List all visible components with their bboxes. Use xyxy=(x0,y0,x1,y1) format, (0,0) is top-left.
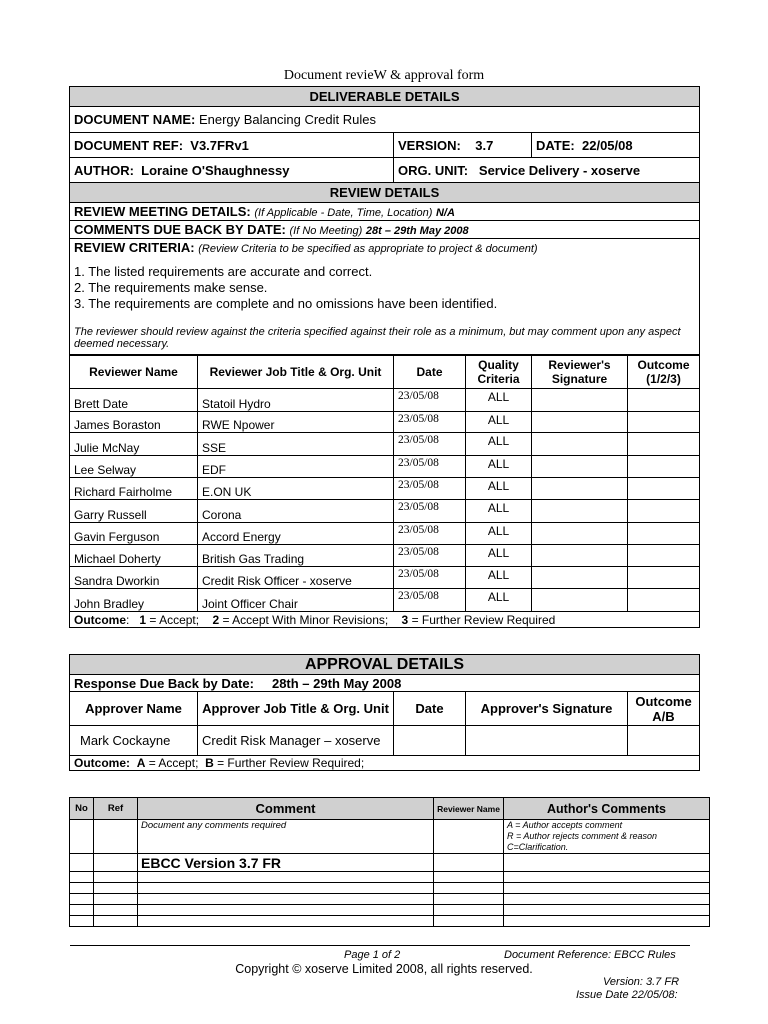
comments-due-value: 28t – 29th May 2008 xyxy=(365,225,469,237)
comment-text-cell[interactable] xyxy=(138,894,434,905)
reviewer-name: Gavin Ferguson xyxy=(70,523,198,545)
review-meeting-row xyxy=(70,203,700,221)
col-outcome: Outcome (1/2/3) xyxy=(628,356,700,389)
reviewer-outcome[interactable] xyxy=(628,456,700,478)
document-ref-cell xyxy=(70,133,394,158)
author-key-cell xyxy=(504,820,710,854)
document-ref-label: DOCUMENT REF: xyxy=(74,137,184,153)
reviewer-quality-criteria: ALL xyxy=(466,478,532,500)
comment-text-cell[interactable] xyxy=(138,905,434,916)
reviewer-date: 23/05/08 xyxy=(394,567,466,589)
reviewer-signature[interactable] xyxy=(532,589,628,612)
col-comment: Comment xyxy=(138,798,434,820)
approver-date[interactable] xyxy=(394,726,466,756)
comment-ref-cell[interactable] xyxy=(94,894,138,905)
reviewer-quality-criteria: ALL xyxy=(466,523,532,545)
reviewer-signature[interactable] xyxy=(532,567,628,589)
comment-ref-cell[interactable] xyxy=(94,916,138,927)
date-cell xyxy=(532,133,700,158)
criteria-list xyxy=(74,264,695,312)
reviewer-row xyxy=(70,478,700,500)
reviewer-row xyxy=(70,545,700,567)
reviewer-date: 23/05/08 xyxy=(394,478,466,500)
reviewer-quality-criteria: ALL xyxy=(466,567,532,589)
reviewer-job-title: Credit Risk Officer - xoserve xyxy=(198,567,394,589)
reviewer-signature[interactable] xyxy=(532,523,628,545)
col-approver-outcome: Outcome A/B xyxy=(628,692,700,726)
outcome-1-key: 1 xyxy=(139,612,147,627)
comment-entry: EBCC Version 3.7 FR xyxy=(138,854,434,872)
approver-name: Mark Cockayne xyxy=(70,726,198,756)
reviewer-date: 23/05/08 xyxy=(394,412,466,433)
footer-page: Page 1 of 2 xyxy=(344,949,401,961)
reviewer-job-title: RWE Npower xyxy=(198,412,394,433)
reviewer-date: 23/05/08 xyxy=(394,456,466,478)
document-name-row xyxy=(70,107,700,133)
version-value: 3.7 xyxy=(475,137,494,153)
comment-ref-cell[interactable] xyxy=(94,905,138,916)
reviewer-row xyxy=(70,567,700,589)
outcome-2-text: = Accept With Minor Revisions; xyxy=(222,612,389,627)
org-unit-cell xyxy=(394,158,700,183)
comment-ref-cell[interactable] xyxy=(94,820,138,854)
reviewer-date: 23/05/08 xyxy=(394,545,466,567)
date-value: 22/05/08 xyxy=(582,137,633,153)
reviewer-name: James Boraston xyxy=(70,412,198,433)
col-reviewer-title: Reviewer Job Title & Org. Unit xyxy=(198,356,394,389)
comments-due-note: (If No Meeting) xyxy=(289,225,363,237)
reviewer-signature[interactable] xyxy=(532,389,628,412)
reviewer-outcome[interactable] xyxy=(628,500,700,523)
col-approver-title: Approver Job Title & Org. Unit xyxy=(198,692,394,726)
outcome-b-key: B xyxy=(205,756,214,770)
comment-reviewer-cell[interactable] xyxy=(434,854,504,872)
reviewer-name: Lee Selway xyxy=(70,456,198,478)
reviewer-quality-criteria: ALL xyxy=(466,456,532,478)
comment-no-cell[interactable] xyxy=(70,872,94,883)
reviewer-date: 23/05/08 xyxy=(394,389,466,412)
reviewer-job-title: Accord Energy xyxy=(198,523,394,545)
reviewers-table xyxy=(69,355,700,628)
reviewer-job-title: British Gas Trading xyxy=(198,545,394,567)
reviewer-outcome[interactable] xyxy=(628,412,700,433)
response-due-row xyxy=(70,675,700,692)
comment-reviewer-cell[interactable] xyxy=(434,872,504,883)
col-no: No xyxy=(70,798,94,820)
outcome-1-text: = Accept; xyxy=(149,612,200,627)
col-quality-criteria: Quality Criteria xyxy=(466,356,532,389)
reviewer-date: 23/05/08 xyxy=(394,523,466,545)
comment-ref-cell[interactable] xyxy=(94,883,138,894)
author-cell xyxy=(70,158,394,183)
author-key-item: A = Author accepts comment xyxy=(507,820,623,830)
reviewer-date: 23/05/08 xyxy=(394,433,466,456)
response-due-label: Response Due Back by Date: xyxy=(74,675,254,691)
criteria-item: 1. The listed requirements are accurate and correct. xyxy=(74,264,373,279)
approval-heading: APPROVAL DETAILS xyxy=(70,655,700,675)
footer-divider xyxy=(70,945,690,946)
review-meeting-label: REVIEW MEETING DETAILS: xyxy=(74,204,251,219)
outcome-b-text: = Further Review Required; xyxy=(217,756,365,770)
comment-text-cell[interactable] xyxy=(138,872,434,883)
outcome-a-key: A xyxy=(136,756,146,770)
comment-no-cell[interactable] xyxy=(70,883,94,894)
comment-reviewer-cell[interactable] xyxy=(434,916,504,927)
reviewer-outcome[interactable] xyxy=(628,433,700,456)
col-reviewer-name: Reviewer Name xyxy=(70,356,198,389)
reviewer-row xyxy=(70,412,700,433)
comments-due-row xyxy=(70,221,700,239)
reviewer-quality-criteria: ALL xyxy=(466,412,532,433)
author-key-item: C=Clarification. xyxy=(507,842,569,852)
reviewer-name: Garry Russell xyxy=(70,500,198,523)
reviewer-row xyxy=(70,389,700,412)
reviewer-outcome[interactable] xyxy=(628,545,700,567)
outcome-3-key: 3 xyxy=(401,612,409,627)
reviewer-name: Sandra Dworkin xyxy=(70,567,198,589)
col-reviewer-name: Reviewer Name xyxy=(434,798,504,820)
date-label: DATE: xyxy=(536,137,575,153)
reviewer-row xyxy=(70,433,700,456)
col-ref: Ref xyxy=(94,798,138,820)
author-value: Loraine O'Shaughnessy xyxy=(141,162,290,178)
comment-author-cell[interactable] xyxy=(504,883,710,894)
comment-reviewer-cell[interactable] xyxy=(434,894,504,905)
criteria-item: 2. The requirements make sense. xyxy=(74,280,268,295)
approver-title: Credit Risk Manager – xoserve xyxy=(198,726,394,756)
org-unit-value: Service Delivery - xoserve xyxy=(478,162,641,178)
comment-author-cell[interactable] xyxy=(504,916,710,927)
reviewer-job-title: SSE xyxy=(198,433,394,456)
author-key-item: R = Author rejects comment & reason xyxy=(507,831,657,841)
reviewer-quality-criteria: ALL xyxy=(466,500,532,523)
reviewer-signature[interactable] xyxy=(532,478,628,500)
approval-outcome-legend xyxy=(70,756,700,771)
deliverable-heading: DELIVERABLE DETAILS xyxy=(70,87,700,107)
reviewer-outcome[interactable] xyxy=(628,523,700,545)
comment-no-cell[interactable] xyxy=(70,854,94,872)
reviewer-signature[interactable] xyxy=(532,412,628,433)
document-name-value: Energy Balancing Credit Rules xyxy=(198,112,376,127)
col-approver-name: Approver Name xyxy=(70,692,198,726)
comment-author-cell[interactable] xyxy=(504,905,710,916)
comment-no-cell[interactable] xyxy=(70,894,94,905)
reviewer-outcome[interactable] xyxy=(628,589,700,612)
comment-instruction: Document any comments required xyxy=(138,820,434,854)
reviewer-name: Richard Fairholme xyxy=(70,478,198,500)
reviewer-name: Julie McNay xyxy=(70,433,198,456)
comment-no-cell[interactable] xyxy=(70,916,94,927)
comment-reviewer-cell[interactable] xyxy=(434,883,504,894)
reviewer-outcome[interactable] xyxy=(628,478,700,500)
review-criteria-label: REVIEW CRITERIA: xyxy=(74,240,195,255)
footer-copyright: Copyright © xoserve Limited 2008, all rights reserved. xyxy=(235,962,533,976)
reviewer-date: 23/05/08 xyxy=(394,589,466,612)
review-meeting-value: N/A xyxy=(435,207,455,219)
deliverable-details-table xyxy=(69,86,700,355)
comment-ref-cell[interactable] xyxy=(94,854,138,872)
comment-no-cell[interactable] xyxy=(70,820,94,854)
comment-reviewer-cell[interactable] xyxy=(434,905,504,916)
page-title: Document revieW & approval form xyxy=(283,68,485,83)
reviewer-quality-criteria: ALL xyxy=(466,433,532,456)
outcome-a-text: = Accept; xyxy=(148,756,199,770)
reviewer-signature[interactable] xyxy=(532,456,628,478)
footer-doc-ref: Document Reference: EBCC Rules xyxy=(504,949,676,961)
reviewer-job-title: EDF xyxy=(198,456,394,478)
approval-outcome-label: Outcome: xyxy=(74,756,131,770)
reviewer-signature[interactable] xyxy=(532,433,628,456)
reviewer-job-title: Joint Officer Chair xyxy=(198,589,394,612)
approver-row xyxy=(70,726,700,756)
approval-details-table xyxy=(69,654,700,771)
comment-author-cell[interactable] xyxy=(504,872,710,883)
col-reviewer-signature: Reviewer's Signature xyxy=(532,356,628,389)
approver-signature[interactable] xyxy=(466,726,628,756)
review-criteria-cell xyxy=(70,239,700,355)
response-due-value: 28th – 29th May 2008 xyxy=(271,675,402,691)
org-unit-label: ORG. UNIT: xyxy=(398,162,469,178)
reviewer-outcome[interactable] xyxy=(628,567,700,589)
comment-text-cell[interactable] xyxy=(138,883,434,894)
author-label: AUTHOR: xyxy=(74,162,134,178)
reviewer-date: 23/05/08 xyxy=(394,500,466,523)
review-meeting-note: (If Applicable - Date, Time, Location) xyxy=(254,207,433,219)
reviewer-job-title: Statoil Hydro xyxy=(198,389,394,412)
review-heading: REVIEW DETAILS xyxy=(70,183,700,203)
comment-reviewer-cell[interactable] xyxy=(434,820,504,854)
reviewer-quality-criteria: ALL xyxy=(466,545,532,567)
review-outcome-legend: Outcome: 1 = Accept; 2 = Accept With Minor Revisions; 3 = Further Review Required xyxy=(70,612,700,628)
criteria-item: 3. The requirements are complete and no omissions have been identified. xyxy=(74,296,498,311)
version-cell xyxy=(394,133,532,158)
document-ref-value: V3.7FRv1 xyxy=(190,137,249,153)
reviewer-outcome[interactable] xyxy=(628,389,700,412)
reviewer-quality-criteria: ALL xyxy=(466,589,532,612)
col-reviewer-date: Date xyxy=(394,356,466,389)
reviewer-name: John Bradley xyxy=(70,589,198,612)
outcome-legend-label: Outcome xyxy=(74,612,127,627)
comments-due-label: COMMENTS DUE BACK BY DATE: xyxy=(74,222,286,237)
reviewer-quality-criteria: ALL xyxy=(466,389,532,412)
comment-author-cell[interactable] xyxy=(504,854,710,872)
reviewer-job-title: Corona xyxy=(198,500,394,523)
reviewer-name: Brett Date xyxy=(70,389,198,412)
review-criteria-note: (Review Criteria to be specified as appropriate to project & document) xyxy=(198,243,538,255)
comment-author-cell[interactable] xyxy=(504,894,710,905)
document-name-label: DOCUMENT NAME: xyxy=(74,112,196,127)
reviewer-signature[interactable] xyxy=(532,500,628,523)
col-authors-comments: Author's Comments xyxy=(504,798,710,820)
reviewer-row xyxy=(70,500,700,523)
footer-version: Version: 3.7 FR xyxy=(603,976,680,988)
col-approver-signature: Approver's Signature xyxy=(466,692,628,726)
reviewer-row xyxy=(70,456,700,478)
outcome-2-key: 2 xyxy=(212,612,220,627)
reviewer-row xyxy=(70,523,700,545)
reviewer-row xyxy=(70,589,700,612)
footer-issue-date: Issue Date 22/05/08: xyxy=(576,989,678,1001)
outcome-3-text: = Further Review Required xyxy=(411,612,556,627)
approver-outcome[interactable] xyxy=(628,726,700,756)
col-approver-date: Date xyxy=(394,692,466,726)
reviewer-note: The reviewer should review against the criteria specified against their role as a minimum, but may comment upon any aspect deemed necessary. xyxy=(74,326,681,350)
version-label: VERSION: xyxy=(398,137,461,153)
reviewer-job-title: E.ON UK xyxy=(198,478,394,500)
reviewer-signature[interactable] xyxy=(532,545,628,567)
comment-text-cell[interactable] xyxy=(138,916,434,927)
comments-table xyxy=(69,797,710,927)
comment-ref-cell[interactable] xyxy=(94,872,138,883)
reviewer-name: Michael Doherty xyxy=(70,545,198,567)
comment-no-cell[interactable] xyxy=(70,905,94,916)
